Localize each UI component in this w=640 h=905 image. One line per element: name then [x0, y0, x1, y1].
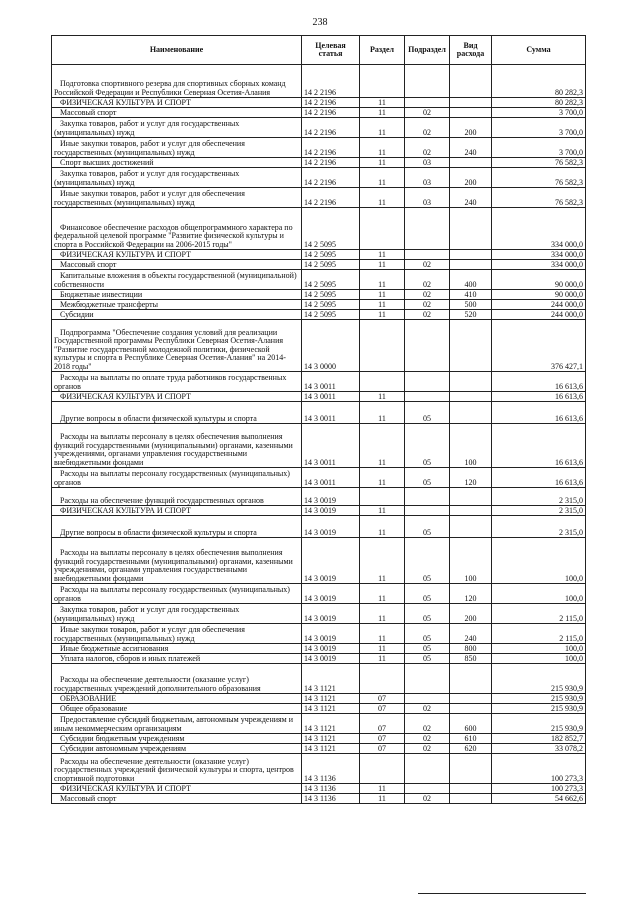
cell-kind: 500	[450, 300, 492, 310]
cell-kind	[450, 704, 492, 714]
cell-section	[360, 65, 405, 98]
cell-section: 07	[360, 744, 405, 754]
table-row	[52, 714, 586, 734]
cell-subsection: 05	[405, 516, 450, 538]
cell-section: 11	[360, 584, 405, 604]
cell-name: Массовый спорт	[52, 108, 302, 118]
cell-sum: 100,0	[492, 584, 586, 604]
cell-sum: 54 662,6	[492, 794, 586, 804]
cell-name: Предоставление субсидий бюджетным, автономным учреждениям и иным некоммерческим организациям	[52, 714, 302, 734]
cell-name: Массовый спорт	[52, 260, 302, 270]
cell-section: 11	[360, 468, 405, 488]
cell-section: 11	[360, 158, 405, 168]
cell-target: 14 2 5095	[302, 250, 360, 260]
cell-subsection	[405, 98, 450, 108]
cell-kind	[450, 392, 492, 402]
cell-subsection: 02	[405, 138, 450, 158]
cell-name: Закупка товаров, работ и услуг для государственных (муниципальных) нужд	[52, 168, 302, 188]
cell-sum: 2 315,0	[492, 488, 586, 506]
header-section: Раздел	[360, 36, 405, 65]
cell-kind: 520	[450, 310, 492, 320]
cell-target: 14 3 0019	[302, 624, 360, 644]
cell-name: ОБРАЗОВАНИЕ	[52, 694, 302, 704]
cell-subsection	[405, 664, 450, 694]
cell-kind: 600	[450, 714, 492, 734]
cell-kind: 100	[450, 424, 492, 468]
cell-target: 14 2 5095	[302, 260, 360, 270]
cell-name: ФИЗИЧЕСКАЯ КУЛЬТУРА И СПОРТ	[52, 784, 302, 794]
cell-sum: 215 930,9	[492, 694, 586, 704]
cell-target: 14 2 2196	[302, 98, 360, 108]
table-row	[52, 98, 586, 108]
cell-kind: 240	[450, 138, 492, 158]
cell-sum: 215 930,9	[492, 664, 586, 694]
cell-kind: 410	[450, 290, 492, 300]
table-row	[52, 118, 586, 138]
cell-section: 11	[360, 392, 405, 402]
cell-subsection: 02	[405, 108, 450, 118]
cell-sum: 215 930,9	[492, 714, 586, 734]
cell-subsection: 02	[405, 744, 450, 754]
cell-target: 14 2 5095	[302, 290, 360, 300]
cell-target: 14 3 0019	[302, 516, 360, 538]
cell-target: 14 3 0019	[302, 506, 360, 516]
cell-section	[360, 208, 405, 250]
cell-target: 14 2 2196	[302, 158, 360, 168]
table-row	[52, 654, 586, 664]
cell-subsection	[405, 784, 450, 794]
table-row	[52, 424, 586, 468]
cell-name: Иные закупки товаров, работ и услуг для обеспечения государственных (муниципальных) нужд	[52, 138, 302, 158]
cell-sum: 376 427,1	[492, 320, 586, 372]
cell-name: ФИЗИЧЕСКАЯ КУЛЬТУРА И СПОРТ	[52, 506, 302, 516]
cell-section: 11	[360, 250, 405, 260]
table-row	[52, 744, 586, 754]
cell-section: 11	[360, 516, 405, 538]
header-subsection: Подраздел	[405, 36, 450, 65]
table-row	[52, 538, 586, 584]
cell-subsection	[405, 250, 450, 260]
cell-target: 14 2 2196	[302, 168, 360, 188]
table-row	[52, 392, 586, 402]
header-target: Целевая статья	[302, 36, 360, 65]
cell-target: 14 3 0011	[302, 468, 360, 488]
cell-name: Закупка товаров, работ и услуг для государственных (муниципальных) нужд	[52, 118, 302, 138]
cell-sum: 244 000,0	[492, 300, 586, 310]
cell-name: Расходы на выплаты персоналу государственных (муниципальных) органов	[52, 584, 302, 604]
page-number: 238	[312, 17, 328, 28]
table-row	[52, 320, 586, 372]
cell-name: Бюджетные инвестиции	[52, 290, 302, 300]
cell-section: 11	[360, 624, 405, 644]
table-row	[52, 624, 586, 644]
cell-sum: 334 000,0	[492, 208, 586, 250]
cell-section: 07	[360, 694, 405, 704]
cell-subsection: 03	[405, 158, 450, 168]
cell-subsection: 05	[405, 624, 450, 644]
cell-target: 14 3 0011	[302, 372, 360, 392]
cell-sum: 80 282,3	[492, 98, 586, 108]
cell-target: 14 3 1121	[302, 734, 360, 744]
table-header-row	[52, 36, 586, 65]
cell-subsection: 02	[405, 300, 450, 310]
cell-section: 11	[360, 290, 405, 300]
table-row	[52, 734, 586, 744]
cell-subsection: 02	[405, 260, 450, 270]
cell-kind	[450, 754, 492, 784]
cell-subsection	[405, 372, 450, 392]
cell-sum: 76 582,3	[492, 168, 586, 188]
cell-section: 11	[360, 108, 405, 118]
cell-section: 11	[360, 138, 405, 158]
table-row	[52, 250, 586, 260]
cell-sum: 244 000,0	[492, 310, 586, 320]
cell-section: 11	[360, 260, 405, 270]
table-row	[52, 694, 586, 704]
cell-section: 11	[360, 538, 405, 584]
cell-section: 11	[360, 168, 405, 188]
cell-subsection: 05	[405, 538, 450, 584]
cell-target: 14 3 1121	[302, 694, 360, 704]
cell-sum: 3 700,0	[492, 108, 586, 118]
header-kind: Вид расхода	[450, 36, 492, 65]
cell-kind: 120	[450, 468, 492, 488]
table-row	[52, 260, 586, 270]
cell-section	[360, 320, 405, 372]
cell-kind	[450, 784, 492, 794]
cell-target: 14 3 1121	[302, 714, 360, 734]
cell-sum: 16 613,6	[492, 424, 586, 468]
cell-sum: 76 582,3	[492, 188, 586, 208]
cell-sum: 100,0	[492, 644, 586, 654]
cell-target: 14 2 5095	[302, 208, 360, 250]
cell-subsection	[405, 754, 450, 784]
cell-name: Расходы на выплаты персоналу в целях обеспечения выполнения функций государственными (муниципальными) органами, казенными учреждениями, органами управления государственными внебюджетными фондами	[52, 424, 302, 468]
table-row	[52, 270, 586, 290]
cell-section: 11	[360, 118, 405, 138]
cell-kind: 400	[450, 270, 492, 290]
cell-subsection: 05	[405, 468, 450, 488]
cell-target: 14 3 0000	[302, 320, 360, 372]
cell-subsection	[405, 488, 450, 506]
cell-target: 14 2 5095	[302, 310, 360, 320]
cell-subsection: 02	[405, 714, 450, 734]
cell-target: 14 3 0011	[302, 402, 360, 424]
bottom-rule	[418, 893, 586, 894]
cell-section: 11	[360, 784, 405, 794]
cell-target: 14 3 0011	[302, 424, 360, 468]
header-sum: Сумма	[492, 36, 586, 65]
cell-section: 11	[360, 402, 405, 424]
table-row	[52, 516, 586, 538]
cell-sum: 33 078,2	[492, 744, 586, 754]
cell-section: 11	[360, 604, 405, 624]
cell-sum: 76 582,3	[492, 158, 586, 168]
cell-subsection: 05	[405, 654, 450, 664]
table-row	[52, 488, 586, 506]
header-name: Наименование	[52, 36, 302, 65]
cell-subsection: 02	[405, 704, 450, 714]
cell-name: Финансовое обеспечение расходов общепрограммного характера по федеральной целевой программе "Развитие физической культуры и спорта в Российской Федерации на 2006-2015 годы"	[52, 208, 302, 250]
cell-subsection	[405, 694, 450, 704]
cell-name: Спорт высших достижений	[52, 158, 302, 168]
cell-target: 14 3 1121	[302, 744, 360, 754]
cell-name: Расходы на выплаты по оплате труда работников государственных органов	[52, 372, 302, 392]
cell-subsection: 03	[405, 168, 450, 188]
cell-sum: 16 613,6	[492, 468, 586, 488]
table-row	[52, 784, 586, 794]
cell-subsection: 05	[405, 644, 450, 654]
cell-name: ФИЗИЧЕСКАЯ КУЛЬТУРА И СПОРТ	[52, 392, 302, 402]
cell-kind: 200	[450, 604, 492, 624]
cell-sum: 3 700,0	[492, 138, 586, 158]
cell-kind	[450, 320, 492, 372]
cell-kind	[450, 488, 492, 506]
table-row	[52, 468, 586, 488]
cell-kind	[450, 794, 492, 804]
cell-kind: 850	[450, 654, 492, 664]
cell-sum: 2 315,0	[492, 516, 586, 538]
table-row	[52, 506, 586, 516]
cell-name: Массовый спорт	[52, 794, 302, 804]
cell-subsection: 05	[405, 424, 450, 468]
cell-sum: 100 273,3	[492, 754, 586, 784]
cell-kind: 240	[450, 624, 492, 644]
cell-sum: 334 000,0	[492, 250, 586, 260]
cell-kind	[450, 208, 492, 250]
cell-section	[360, 488, 405, 506]
cell-subsection: 03	[405, 188, 450, 208]
cell-target: 14 2 2196	[302, 138, 360, 158]
cell-target: 14 3 0019	[302, 538, 360, 584]
cell-sum: 182 852,7	[492, 734, 586, 744]
cell-target: 14 3 1121	[302, 704, 360, 714]
cell-kind: 610	[450, 734, 492, 744]
table-row	[52, 300, 586, 310]
cell-target: 14 2 2196	[302, 65, 360, 98]
cell-name: Закупка товаров, работ и услуг для государственных (муниципальных) нужд	[52, 604, 302, 624]
cell-target: 14 3 1136	[302, 754, 360, 784]
cell-name: Расходы на выплаты персоналу государственных (муниципальных) органов	[52, 468, 302, 488]
cell-section	[360, 372, 405, 392]
cell-sum: 334 000,0	[492, 260, 586, 270]
cell-name: Межбюджетные трансферты	[52, 300, 302, 310]
table-row	[52, 310, 586, 320]
cell-name: Субсидии автономным учреждениям	[52, 744, 302, 754]
table-row	[52, 65, 586, 98]
cell-sum: 16 613,6	[492, 392, 586, 402]
cell-kind	[450, 506, 492, 516]
cell-subsection: 02	[405, 290, 450, 300]
cell-kind	[450, 402, 492, 424]
cell-sum: 2 115,0	[492, 604, 586, 624]
cell-section: 07	[360, 714, 405, 734]
cell-section: 07	[360, 704, 405, 714]
cell-subsection	[405, 65, 450, 98]
cell-name: Подготовка спортивного резерва для спортивных сборных команд Российской Федерации и Республики Северная Осетия-Алания	[52, 65, 302, 98]
cell-name: ФИЗИЧЕСКАЯ КУЛЬТУРА И СПОРТ	[52, 98, 302, 108]
table-body	[52, 65, 586, 804]
cell-name: Другие вопросы в области физической культуры и спорта	[52, 516, 302, 538]
cell-section: 11	[360, 794, 405, 804]
cell-target: 14 2 5095	[302, 300, 360, 310]
table-row	[52, 664, 586, 694]
cell-kind	[450, 694, 492, 704]
cell-target: 14 3 0019	[302, 604, 360, 624]
cell-subsection: 05	[405, 402, 450, 424]
cell-sum: 215 930,9	[492, 704, 586, 714]
table-row	[52, 290, 586, 300]
cell-sum: 3 700,0	[492, 118, 586, 138]
cell-sum: 16 613,6	[492, 372, 586, 392]
cell-kind	[450, 108, 492, 118]
cell-sum: 90 000,0	[492, 290, 586, 300]
table-row	[52, 108, 586, 118]
cell-name: Иные закупки товаров, работ и услуг для обеспечения государственных (муниципальных) нужд	[52, 624, 302, 644]
cell-target: 14 3 0019	[302, 654, 360, 664]
cell-name: Расходы на обеспечение деятельности (оказание услуг) государственных учреждений физической культуры и спорта, центров спортивной подготовки	[52, 754, 302, 784]
table-row	[52, 644, 586, 654]
cell-sum: 100,0	[492, 654, 586, 664]
cell-subsection: 02	[405, 310, 450, 320]
cell-section: 11	[360, 188, 405, 208]
cell-subsection: 05	[405, 584, 450, 604]
cell-subsection	[405, 506, 450, 516]
cell-sum: 80 282,3	[492, 65, 586, 98]
cell-sum: 2 315,0	[492, 506, 586, 516]
cell-subsection: 02	[405, 118, 450, 138]
cell-kind	[450, 664, 492, 694]
cell-kind	[450, 158, 492, 168]
cell-subsection	[405, 208, 450, 250]
cell-section	[360, 664, 405, 694]
cell-name: Иные закупки товаров, работ и услуг для обеспечения государственных (муниципальных) нужд	[52, 188, 302, 208]
cell-target: 14 3 0019	[302, 488, 360, 506]
cell-kind: 200	[450, 168, 492, 188]
cell-kind: 240	[450, 188, 492, 208]
cell-sum: 90 000,0	[492, 270, 586, 290]
cell-name: ФИЗИЧЕСКАЯ КУЛЬТУРА И СПОРТ	[52, 250, 302, 260]
cell-section	[360, 754, 405, 784]
table-row	[52, 158, 586, 168]
cell-section: 11	[360, 98, 405, 108]
cell-kind: 800	[450, 644, 492, 654]
cell-target: 14 3 0019	[302, 644, 360, 654]
cell-subsection: 02	[405, 794, 450, 804]
cell-kind	[450, 98, 492, 108]
table-row	[52, 584, 586, 604]
table-row	[52, 138, 586, 158]
cell-kind	[450, 250, 492, 260]
table-row	[52, 754, 586, 784]
cell-subsection	[405, 392, 450, 402]
table-row	[52, 188, 586, 208]
cell-kind: 200	[450, 118, 492, 138]
cell-target: 14 3 1121	[302, 664, 360, 694]
cell-section: 11	[360, 300, 405, 310]
cell-name: Расходы на обеспечение функций государственных органов	[52, 488, 302, 506]
cell-subsection: 05	[405, 604, 450, 624]
cell-name: Субсидии	[52, 310, 302, 320]
cell-target: 14 3 1136	[302, 784, 360, 794]
cell-kind	[450, 260, 492, 270]
table-row	[52, 794, 586, 804]
cell-sum: 16 613,6	[492, 402, 586, 424]
cell-kind	[450, 372, 492, 392]
cell-section: 11	[360, 644, 405, 654]
cell-target: 14 3 0019	[302, 584, 360, 604]
cell-sum: 100 273,3	[492, 784, 586, 794]
table-row	[52, 402, 586, 424]
cell-target: 14 3 1136	[302, 794, 360, 804]
table-row	[52, 372, 586, 392]
cell-target: 14 3 0011	[302, 392, 360, 402]
cell-name: Расходы на обеспечение деятельности (оказание услуг) государственных учреждений дополнительного образования	[52, 664, 302, 694]
table-row	[52, 604, 586, 624]
cell-sum: 100,0	[492, 538, 586, 584]
cell-kind: 620	[450, 744, 492, 754]
cell-kind: 120	[450, 584, 492, 604]
cell-section: 11	[360, 506, 405, 516]
cell-name: Общее образование	[52, 704, 302, 714]
budget-table	[51, 35, 586, 804]
table-row	[52, 208, 586, 250]
cell-target: 14 2 2196	[302, 108, 360, 118]
cell-name: Расходы на выплаты персоналу в целях обеспечения выполнения функций государственными (муниципальными) органами, казенными учреждениями, органами управления государственными внебюджетными фондами	[52, 538, 302, 584]
cell-name: Другие вопросы в области физической культуры и спорта	[52, 402, 302, 424]
cell-sum: 2 115,0	[492, 624, 586, 644]
cell-name: Подпрограмма "Обеспечение создания условий для реализации Государственной программы Республики Северная Осетия-Алания "Развитие государственной молодежной политики, физической культуры и спорта в Республике Северная Осетия-Алания" на 2014-2018 годы"	[52, 320, 302, 372]
table-row	[52, 168, 586, 188]
cell-subsection: 02	[405, 270, 450, 290]
cell-name: Иные бюджетные ассигнования	[52, 644, 302, 654]
cell-section: 07	[360, 734, 405, 744]
cell-section: 11	[360, 654, 405, 664]
cell-name: Капитальные вложения в объекты государственной (муниципальной) собственности	[52, 270, 302, 290]
cell-target: 14 2 2196	[302, 188, 360, 208]
cell-target: 14 2 2196	[302, 118, 360, 138]
cell-name: Уплата налогов, сборов и иных платежей	[52, 654, 302, 664]
cell-kind	[450, 65, 492, 98]
cell-section: 11	[360, 424, 405, 468]
cell-kind	[450, 516, 492, 538]
cell-kind: 100	[450, 538, 492, 584]
cell-name: Субсидии бюджетным учреждениям	[52, 734, 302, 744]
cell-section: 11	[360, 310, 405, 320]
cell-section: 11	[360, 270, 405, 290]
table-row	[52, 704, 586, 714]
cell-subsection	[405, 320, 450, 372]
cell-subsection: 02	[405, 734, 450, 744]
cell-target: 14 2 5095	[302, 270, 360, 290]
